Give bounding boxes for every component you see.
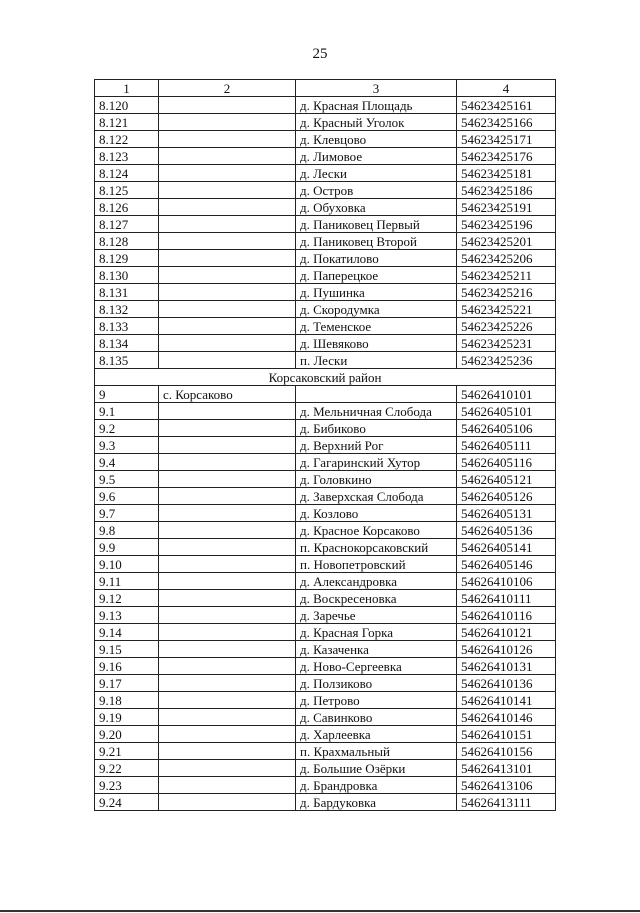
table-row <box>95 233 556 250</box>
row-number: 8.128 <box>95 233 159 250</box>
row-number: 9.24 <box>95 794 159 811</box>
row-code: 54626405126 <box>457 488 556 505</box>
row-settlement-name: д. Гагаринский Хутор <box>296 454 457 471</box>
table-section <box>95 369 556 386</box>
row-settlement-name: д. Обуховка <box>296 199 457 216</box>
row-code: 54626410121 <box>457 624 556 641</box>
table-row <box>95 267 556 284</box>
row-number: 9.13 <box>95 607 159 624</box>
table-row <box>95 675 556 692</box>
row-settlement-name: д. Бибиково <box>296 420 457 437</box>
row-settlement-name: д. Александровка <box>296 573 457 590</box>
row-settlement-name: д. Бардуковка <box>296 794 457 811</box>
row-code: 54623425191 <box>457 199 556 216</box>
row-district <box>159 131 296 148</box>
table-row <box>95 165 556 182</box>
row-settlement-name: д. Паниковец Первый <box>296 216 457 233</box>
row-settlement-name: д. Брандровка <box>296 777 457 794</box>
row-number: 9.21 <box>95 743 159 760</box>
row-district <box>159 114 296 131</box>
row-settlement-name: д. Головкино <box>296 471 457 488</box>
row-number: 8.135 <box>95 352 159 369</box>
row-code: 54623425161 <box>457 97 556 114</box>
row-settlement-name: д. Казаченка <box>296 641 457 658</box>
row-settlement-name: д. Большие Озёрки <box>296 760 457 777</box>
row-district: с. Корсаково <box>159 386 296 403</box>
row-settlement-name: п. Лески <box>296 352 457 369</box>
row-code: 54626410141 <box>457 692 556 709</box>
row-code: 54623425211 <box>457 267 556 284</box>
row-number: 8.124 <box>95 165 159 182</box>
row-code: 54626410156 <box>457 743 556 760</box>
row-district <box>159 743 296 760</box>
row-settlement-name: д. Шевяково <box>296 335 457 352</box>
table-body-b <box>95 386 556 811</box>
row-district <box>159 794 296 811</box>
table-row <box>95 97 556 114</box>
row-number: 8.133 <box>95 318 159 335</box>
row-code: 54626410126 <box>457 641 556 658</box>
row-code: 54626405146 <box>457 556 556 573</box>
row-code: 54626410106 <box>457 573 556 590</box>
row-code: 54626410111 <box>457 590 556 607</box>
row-settlement-name: д. Красная Горка <box>296 624 457 641</box>
row-code: 54623425181 <box>457 165 556 182</box>
row-number: 9.23 <box>95 777 159 794</box>
row-number: 9.8 <box>95 522 159 539</box>
row-district <box>159 437 296 454</box>
row-number: 9.6 <box>95 488 159 505</box>
row-settlement-name: д. Савинково <box>296 709 457 726</box>
table-row <box>95 522 556 539</box>
row-code: 54623425196 <box>457 216 556 233</box>
row-number: 9.3 <box>95 437 159 454</box>
row-district <box>159 403 296 420</box>
row-district <box>159 471 296 488</box>
row-number: 8.134 <box>95 335 159 352</box>
table-row <box>95 641 556 658</box>
table-row <box>95 420 556 437</box>
row-number: 9.18 <box>95 692 159 709</box>
row-number: 9.11 <box>95 573 159 590</box>
row-settlement-name: д. Ново-Сергеевка <box>296 658 457 675</box>
table-row <box>95 794 556 811</box>
row-district <box>159 641 296 658</box>
table-row <box>95 488 556 505</box>
row-number: 9.1 <box>95 403 159 420</box>
row-district <box>159 301 296 318</box>
row-number: 8.130 <box>95 267 159 284</box>
row-number: 9.7 <box>95 505 159 522</box>
row-settlement-name: д. Харлеевка <box>296 726 457 743</box>
row-code: 54623425176 <box>457 148 556 165</box>
table-row <box>95 386 556 403</box>
table-row <box>95 318 556 335</box>
row-district <box>159 658 296 675</box>
row-district <box>159 590 296 607</box>
row-district <box>159 539 296 556</box>
column-header-1: 1 <box>95 80 159 97</box>
row-code: 54626405141 <box>457 539 556 556</box>
table-row <box>95 403 556 420</box>
section-title: Корсаковский район <box>95 369 556 386</box>
section-row <box>95 369 556 386</box>
row-district <box>159 335 296 352</box>
settlements-table <box>94 79 556 811</box>
row-settlement-name: д. Клевцово <box>296 131 457 148</box>
row-district <box>159 318 296 335</box>
row-district <box>159 624 296 641</box>
row-settlement-name: д. Паниковец Второй <box>296 233 457 250</box>
row-code: 54626405121 <box>457 471 556 488</box>
table-row <box>95 216 556 233</box>
table-header-row <box>95 80 556 97</box>
row-code: 54626410151 <box>457 726 556 743</box>
table-row <box>95 437 556 454</box>
row-code: 54623425206 <box>457 250 556 267</box>
row-number: 9.12 <box>95 590 159 607</box>
row-settlement-name: д. Лимовое <box>296 148 457 165</box>
table-row <box>95 624 556 641</box>
row-settlement-name: д. Пушинка <box>296 284 457 301</box>
row-district <box>159 97 296 114</box>
row-code: 54623425201 <box>457 233 556 250</box>
row-code: 54623425186 <box>457 182 556 199</box>
table-row <box>95 777 556 794</box>
table-row <box>95 114 556 131</box>
row-district <box>159 250 296 267</box>
row-district <box>159 165 296 182</box>
row-district <box>159 556 296 573</box>
row-district <box>159 488 296 505</box>
table-row <box>95 539 556 556</box>
row-district <box>159 777 296 794</box>
row-settlement-name: д. Лески <box>296 165 457 182</box>
row-number: 9.17 <box>95 675 159 692</box>
row-district <box>159 709 296 726</box>
table-row <box>95 352 556 369</box>
row-district <box>159 692 296 709</box>
table-row <box>95 148 556 165</box>
row-district <box>159 454 296 471</box>
row-number: 8.123 <box>95 148 159 165</box>
table-row <box>95 131 556 148</box>
row-number: 9.16 <box>95 658 159 675</box>
row-district <box>159 726 296 743</box>
row-number: 9.5 <box>95 471 159 488</box>
row-code: 54626405136 <box>457 522 556 539</box>
table-row <box>95 556 556 573</box>
row-code: 54626410101 <box>457 386 556 403</box>
row-district <box>159 607 296 624</box>
row-code: 54623425166 <box>457 114 556 131</box>
table-row <box>95 250 556 267</box>
table-row <box>95 505 556 522</box>
row-number: 8.126 <box>95 199 159 216</box>
row-code: 54626405111 <box>457 437 556 454</box>
row-code: 54626410116 <box>457 607 556 624</box>
row-number: 9.4 <box>95 454 159 471</box>
row-district <box>159 352 296 369</box>
row-number: 9 <box>95 386 159 403</box>
table-row <box>95 335 556 352</box>
row-settlement-name: д. Верхний Рог <box>296 437 457 454</box>
row-code: 54623425216 <box>457 284 556 301</box>
row-settlement-name: д. Паперецкое <box>296 267 457 284</box>
row-number: 8.127 <box>95 216 159 233</box>
bottom-edge-line <box>0 910 640 912</box>
row-number: 8.122 <box>95 131 159 148</box>
row-code: 54623425226 <box>457 318 556 335</box>
column-header-4: 4 <box>457 80 556 97</box>
row-code: 54626405106 <box>457 420 556 437</box>
column-header-2: 2 <box>159 80 296 97</box>
row-code: 54626413106 <box>457 777 556 794</box>
table-row <box>95 726 556 743</box>
row-district <box>159 267 296 284</box>
row-number: 8.132 <box>95 301 159 318</box>
table-row <box>95 573 556 590</box>
table-row <box>95 658 556 675</box>
table-row <box>95 199 556 216</box>
row-district <box>159 284 296 301</box>
row-district <box>159 199 296 216</box>
row-settlement-name: п. Новопетровский <box>296 556 457 573</box>
table-row <box>95 692 556 709</box>
table-row <box>95 607 556 624</box>
row-settlement-name: д. Покатилово <box>296 250 457 267</box>
row-settlement-name: д. Красное Корсаково <box>296 522 457 539</box>
row-settlement-name: д. Заречье <box>296 607 457 624</box>
row-settlement-name: д. Остров <box>296 182 457 199</box>
row-settlement-name: д. Теменское <box>296 318 457 335</box>
row-number: 9.9 <box>95 539 159 556</box>
row-settlement-name: п. Краснокорсаковский <box>296 539 457 556</box>
row-code: 54626405116 <box>457 454 556 471</box>
row-settlement-name: д. Ползиково <box>296 675 457 692</box>
row-number: 8.129 <box>95 250 159 267</box>
table-body-a <box>95 97 556 369</box>
row-number: 9.19 <box>95 709 159 726</box>
table-row <box>95 301 556 318</box>
row-district <box>159 233 296 250</box>
row-number: 9.10 <box>95 556 159 573</box>
row-code: 54626410136 <box>457 675 556 692</box>
row-number: 8.121 <box>95 114 159 131</box>
row-number: 8.120 <box>95 97 159 114</box>
row-number: 8.131 <box>95 284 159 301</box>
row-settlement-name: д. Мельничная Слобода <box>296 403 457 420</box>
row-district <box>159 505 296 522</box>
table-row <box>95 590 556 607</box>
row-settlement-name: д. Козлово <box>296 505 457 522</box>
row-district <box>159 420 296 437</box>
row-number: 8.125 <box>95 182 159 199</box>
row-district <box>159 522 296 539</box>
row-district <box>159 182 296 199</box>
row-settlement-name: д. Красная Площадь <box>296 97 457 114</box>
row-code: 54626413111 <box>457 794 556 811</box>
table-row <box>95 182 556 199</box>
row-code: 54623425171 <box>457 131 556 148</box>
table-row <box>95 284 556 301</box>
column-header-3: 3 <box>296 80 457 97</box>
row-number: 9.22 <box>95 760 159 777</box>
table-row <box>95 454 556 471</box>
table-row <box>95 743 556 760</box>
row-settlement-name <box>296 386 457 403</box>
page-number: 25 <box>312 46 328 62</box>
row-district <box>159 760 296 777</box>
row-district <box>159 573 296 590</box>
table-row <box>95 471 556 488</box>
row-settlement-name: д. Красный Уголок <box>296 114 457 131</box>
row-settlement-name: д. Скородумка <box>296 301 457 318</box>
row-settlement-name: д. Заверхская Слобода <box>296 488 457 505</box>
row-district <box>159 216 296 233</box>
row-code: 54626410146 <box>457 709 556 726</box>
row-code: 54623425236 <box>457 352 556 369</box>
row-code: 54626410131 <box>457 658 556 675</box>
row-settlement-name: д. Петрово <box>296 692 457 709</box>
row-district <box>159 148 296 165</box>
row-district <box>159 675 296 692</box>
table-row <box>95 709 556 726</box>
row-code: 54626413101 <box>457 760 556 777</box>
row-number: 9.2 <box>95 420 159 437</box>
row-code: 54626405101 <box>457 403 556 420</box>
row-code: 54623425221 <box>457 301 556 318</box>
row-code: 54626405131 <box>457 505 556 522</box>
row-number: 9.15 <box>95 641 159 658</box>
row-number: 9.20 <box>95 726 159 743</box>
row-number: 9.14 <box>95 624 159 641</box>
row-code: 54623425231 <box>457 335 556 352</box>
row-settlement-name: д. Воскресеновка <box>296 590 457 607</box>
row-settlement-name: п. Крахмальный <box>296 743 457 760</box>
table-row <box>95 760 556 777</box>
